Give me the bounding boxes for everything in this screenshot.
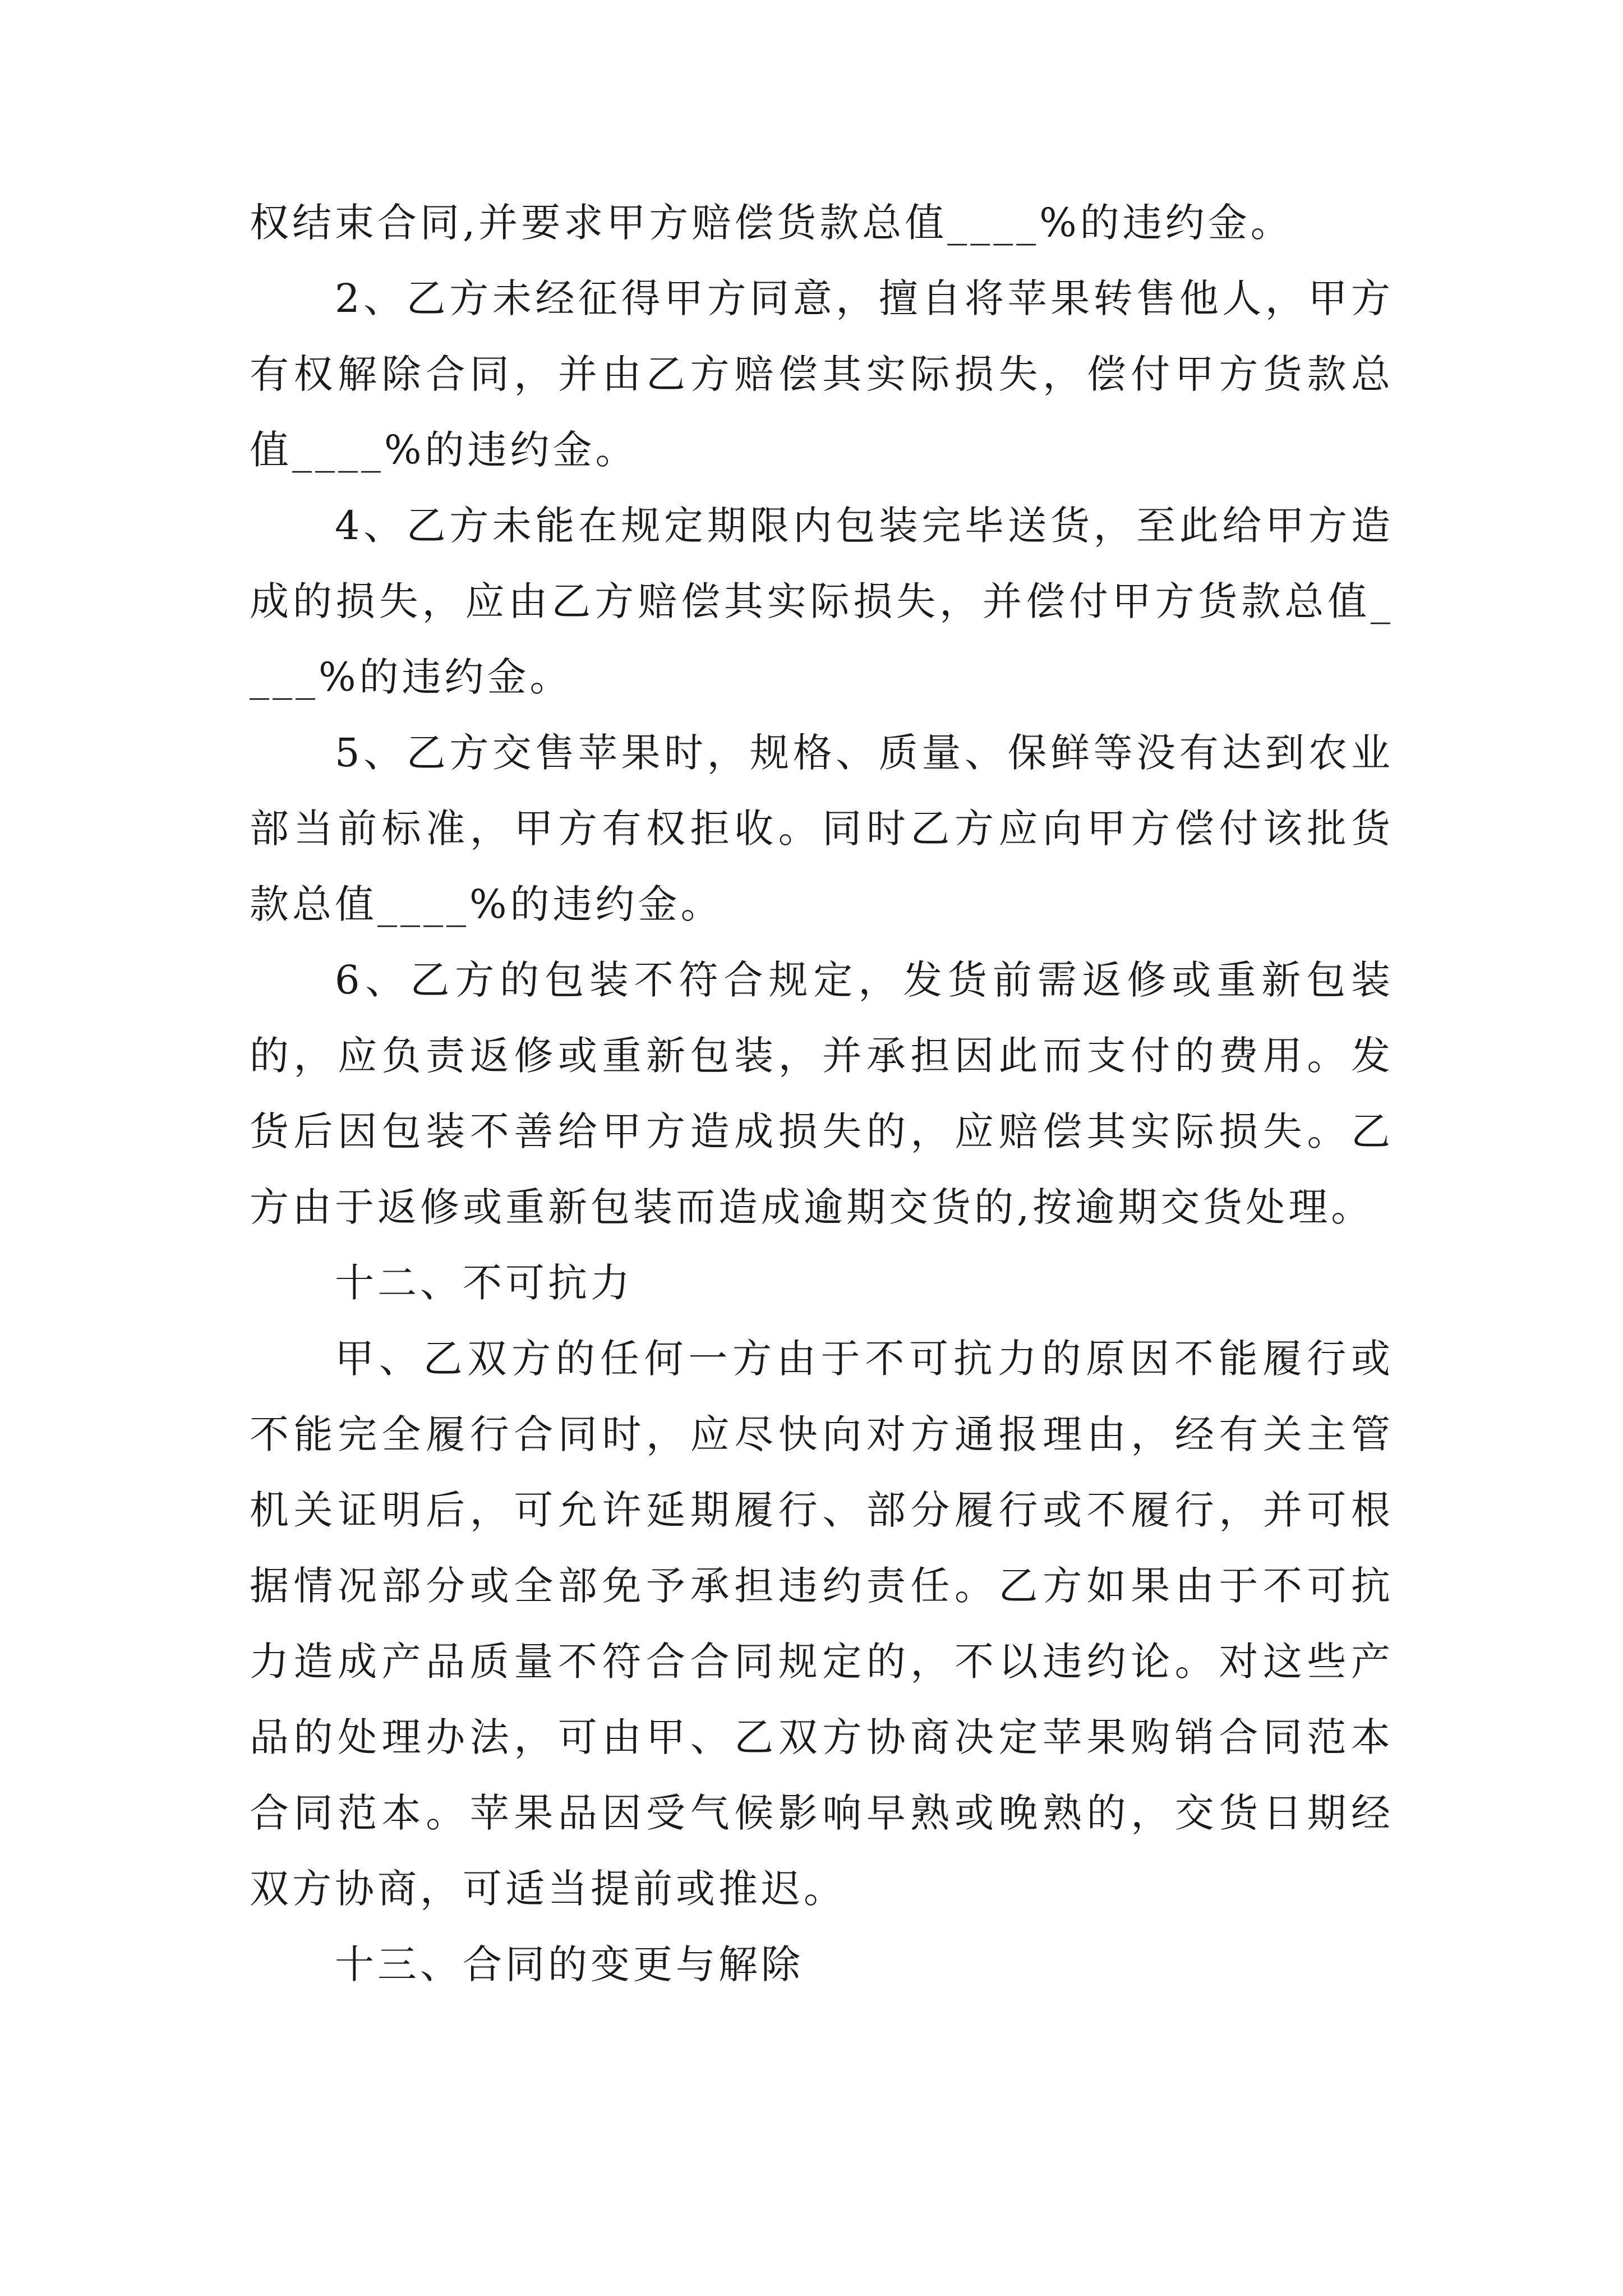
paragraph-force-majeure: 甲、乙双方的任何一方由于不可抗力的原因不能履行或不能完全履行合同时，应尽快向对方通报理由，经有关主管机关证明后，可允许延期履行、部分履行或不履行，并可根据情况部分或全部免予承担违约责任。乙方如果由于不可抗力造成产品质量不符合合同规定的，不以违约论。对这些产品的处理办法，可由甲、乙双方协商决定苹果购销合同范本合同范本。苹果品因受气候影响早熟或晚熟的，交货日期经双方协商，可适当提前或推迟。 xyxy=(250,1336,1394,1912)
paragraph-clause-6: 6、乙方的包装不符合规定，发货前需返修或重新包装的，应负责返修或重新包装，并承担因此而支付的费用。发货后因包装不善给甲方造成损失的，应赔偿其实际损失。乙方由于返修或重新包装而造成逾期交货的,按逾期交货处理。 xyxy=(250,957,1394,1230)
section-heading-13: 十三、合同的变更与解除 xyxy=(335,1941,804,1987)
paragraph-clause-4: 4、乙方未能在规定期限内包装完毕送货，至此给甲方造成的损失，应由乙方赔偿其实际损失，并偿付甲方货款总值____%的违约金。 xyxy=(250,503,1394,700)
paragraph-clause-5: 5、乙方交售苹果时，规格、质量、保鲜等没有达到农业部当前标准，甲方有权拒收。同时乙方应向甲方偿付该批货款总值____%的违约金。 xyxy=(250,730,1394,927)
paragraph-continuation: 权结束合同,并要求甲方赔偿货款总值____%的违约金。 xyxy=(250,200,1293,246)
paragraph-clause-2: 2、乙方未经征得甲方同意，擅自将苹果转售他人，甲方有权解除合同，并由乙方赔偿其实际损失，偿付甲方货款总值____%的违约金。 xyxy=(250,275,1394,473)
document-body xyxy=(250,185,1394,2003)
section-heading-12: 十二、不可抗力 xyxy=(335,1260,633,1306)
